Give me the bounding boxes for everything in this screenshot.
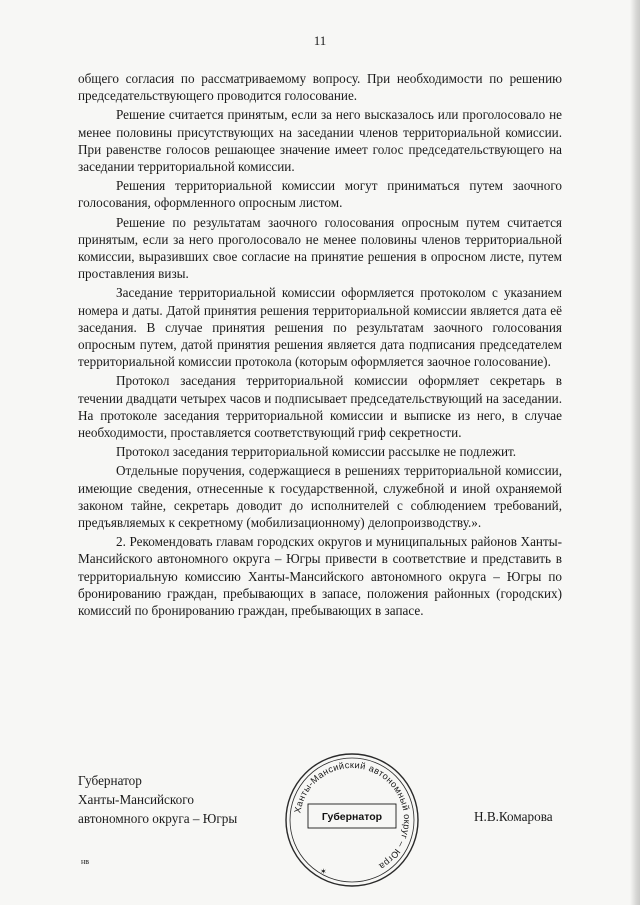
- paragraph: общего согласия по рассматриваемому вопросу. При необходимости по решению председательствующего проводится голосование.: [78, 71, 562, 104]
- signatory-title-line: автономного округа – Югры: [78, 811, 238, 826]
- paragraph: Решения территориальной комиссии могут приниматься путем заочного голосования, оформленного опросным листом.: [78, 178, 562, 211]
- paragraph: Решение по результатам заочного голосования опросным путем считается принятым, если за него проголосовало не менее половины членов территориальной комиссии, выразивших свое согласие на принятие решения в опросном листе, путем проставления визы.: [78, 214, 562, 282]
- signatory-title: [78, 771, 278, 828]
- page-edge-shadow: [630, 0, 640, 905]
- page-number: 11: [313, 33, 327, 48]
- paragraph: Отдельные поручения, содержащиеся в решениях территориальной комиссии, имеющие сведения, отнесенные к государственной, служебной и иной охраняемой законом тайне, секретарь доводит до исполнителей с соблюдением требований, предъявляемых к секретному (мобилизационному) делопроизводству.».: [78, 463, 562, 531]
- document-body: [78, 70, 562, 621]
- signatory-title-line: Ханты-Мансийского: [78, 792, 194, 807]
- seal-ring-text: Ханты-Мансийский автономный округ – Югра: [292, 759, 413, 872]
- paragraph: 2. Рекомендовать главам городских округов и муниципальных районов Ханты-Мансийского автономного округа – Югры привести в соответствие и представить в территориальную комиссию Ханты-Мансийского автономного округа – Югры по бронированию граждан, пребывающих в запасе, положения районных (городских) комиссий по бронированию граждан, пребывающих в запасе.: [78, 534, 562, 619]
- paragraph: Протокол заседания территориальной комиссии рассылке не подлежит.: [116, 444, 517, 460]
- paragraph: Протокол заседания территориальной комиссии оформляет секретарь в течении двадцати четырех часов и подписывает председательствующий на заседании. На протоколе заседания территориальной комиссии и выписке из него, в случае необходимости, проставляется соответствующий гриф секретности.: [78, 373, 562, 441]
- executor-initials: нв: [81, 857, 90, 866]
- seal-center-text: Губернатор: [321, 811, 383, 823]
- signatory-title-line: Губернатор: [78, 773, 142, 788]
- paragraph: Заседание территориальной комиссии оформляется протоколом с указанием номера и даты. Датой принятия решения территориальной комиссии является дата её заседания. В случае принятия решения по результатам заочного голосования опросным путем, датой принятия решения является дата подписания председателем территориальной комиссии протокола (которым оформляется заочное голосование).: [78, 285, 562, 370]
- official-seal: [282, 750, 422, 890]
- seal-bottom-mark: ✶: [320, 867, 327, 876]
- signatory-name: Н.В.Комарова: [474, 809, 553, 824]
- paragraph: Решение считается принятым, если за него высказалось или проголосовало не менее половины присутствующих на заседании членов территориальной комиссии. При равенстве голосов решающее значение имеет голос председательствующего на заседании территориальной комиссии.: [78, 107, 562, 175]
